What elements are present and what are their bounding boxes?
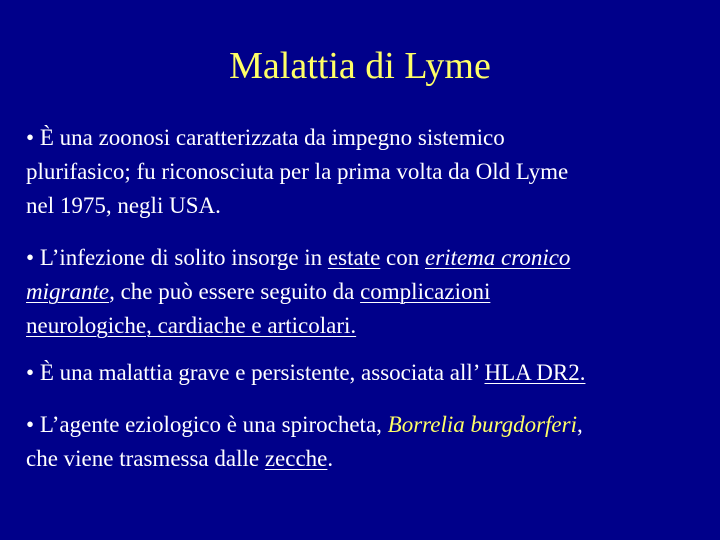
bullet-paragraph-3 bbox=[26, 356, 706, 390]
paragraph-4-text-2: che viene trasmessa dalle bbox=[26, 446, 265, 471]
paragraph-1-text-1: È una zoonosi caratterizzata da impegno sistemico bbox=[39, 125, 505, 150]
term-migrante: migrante bbox=[26, 279, 110, 304]
paragraph-2-text-2: con bbox=[380, 245, 425, 270]
term-zecche: zecche bbox=[264, 446, 328, 471]
paragraph-4-line-1 bbox=[26, 408, 706, 442]
paragraph-2-line-2 bbox=[26, 275, 706, 309]
paragraph-1-line-1 bbox=[26, 121, 706, 155]
bullet-paragraph-4 bbox=[26, 408, 706, 476]
bullet-paragraph-1 bbox=[26, 121, 706, 223]
paragraph-2-line-1 bbox=[26, 241, 706, 275]
term-eritema-cronico: eritema cronico bbox=[425, 245, 571, 270]
paragraph-4-period: . bbox=[327, 446, 334, 471]
bullet-marker: • bbox=[26, 245, 35, 270]
bullet-marker: • bbox=[26, 360, 35, 385]
paragraph-2-text-1: L’infezione di solito insorge in bbox=[39, 245, 328, 270]
term-borrelia-burgdorferi: Borrelia burgdorferi bbox=[387, 412, 577, 437]
term-estate: estate bbox=[327, 245, 381, 270]
slide-title: Malattia di Lyme bbox=[229, 45, 491, 87]
paragraph-3-line-1 bbox=[26, 356, 706, 390]
paragraph-1-line-3: nel 1975, negli USA. bbox=[26, 193, 221, 218]
term-neurologiche: neurologiche, cardiache e articolari. bbox=[26, 313, 357, 338]
bullet-paragraph-2 bbox=[26, 241, 706, 343]
paragraph-3-text-1: È una malattia grave e persistente, associata all’ bbox=[39, 360, 485, 385]
paragraph-2-text-3: , che può essere seguito da bbox=[109, 279, 361, 304]
paragraph-2-line-3 bbox=[26, 309, 706, 343]
paragraph-4-line-2 bbox=[26, 442, 706, 476]
paragraph-4-text-1: L’agente eziologico è una spirocheta, bbox=[39, 412, 388, 437]
paragraph-4-comma: , bbox=[576, 412, 583, 437]
bullet-marker: • bbox=[26, 125, 35, 150]
term-complicazioni: complicazioni bbox=[360, 279, 491, 304]
bullet-marker: • bbox=[26, 412, 35, 437]
term-hla-dr2: HLA DR2. bbox=[484, 360, 586, 385]
paragraph-1-line-2: plurifasico; fu riconosciuta per la prima volta da Old Lyme bbox=[26, 159, 569, 184]
